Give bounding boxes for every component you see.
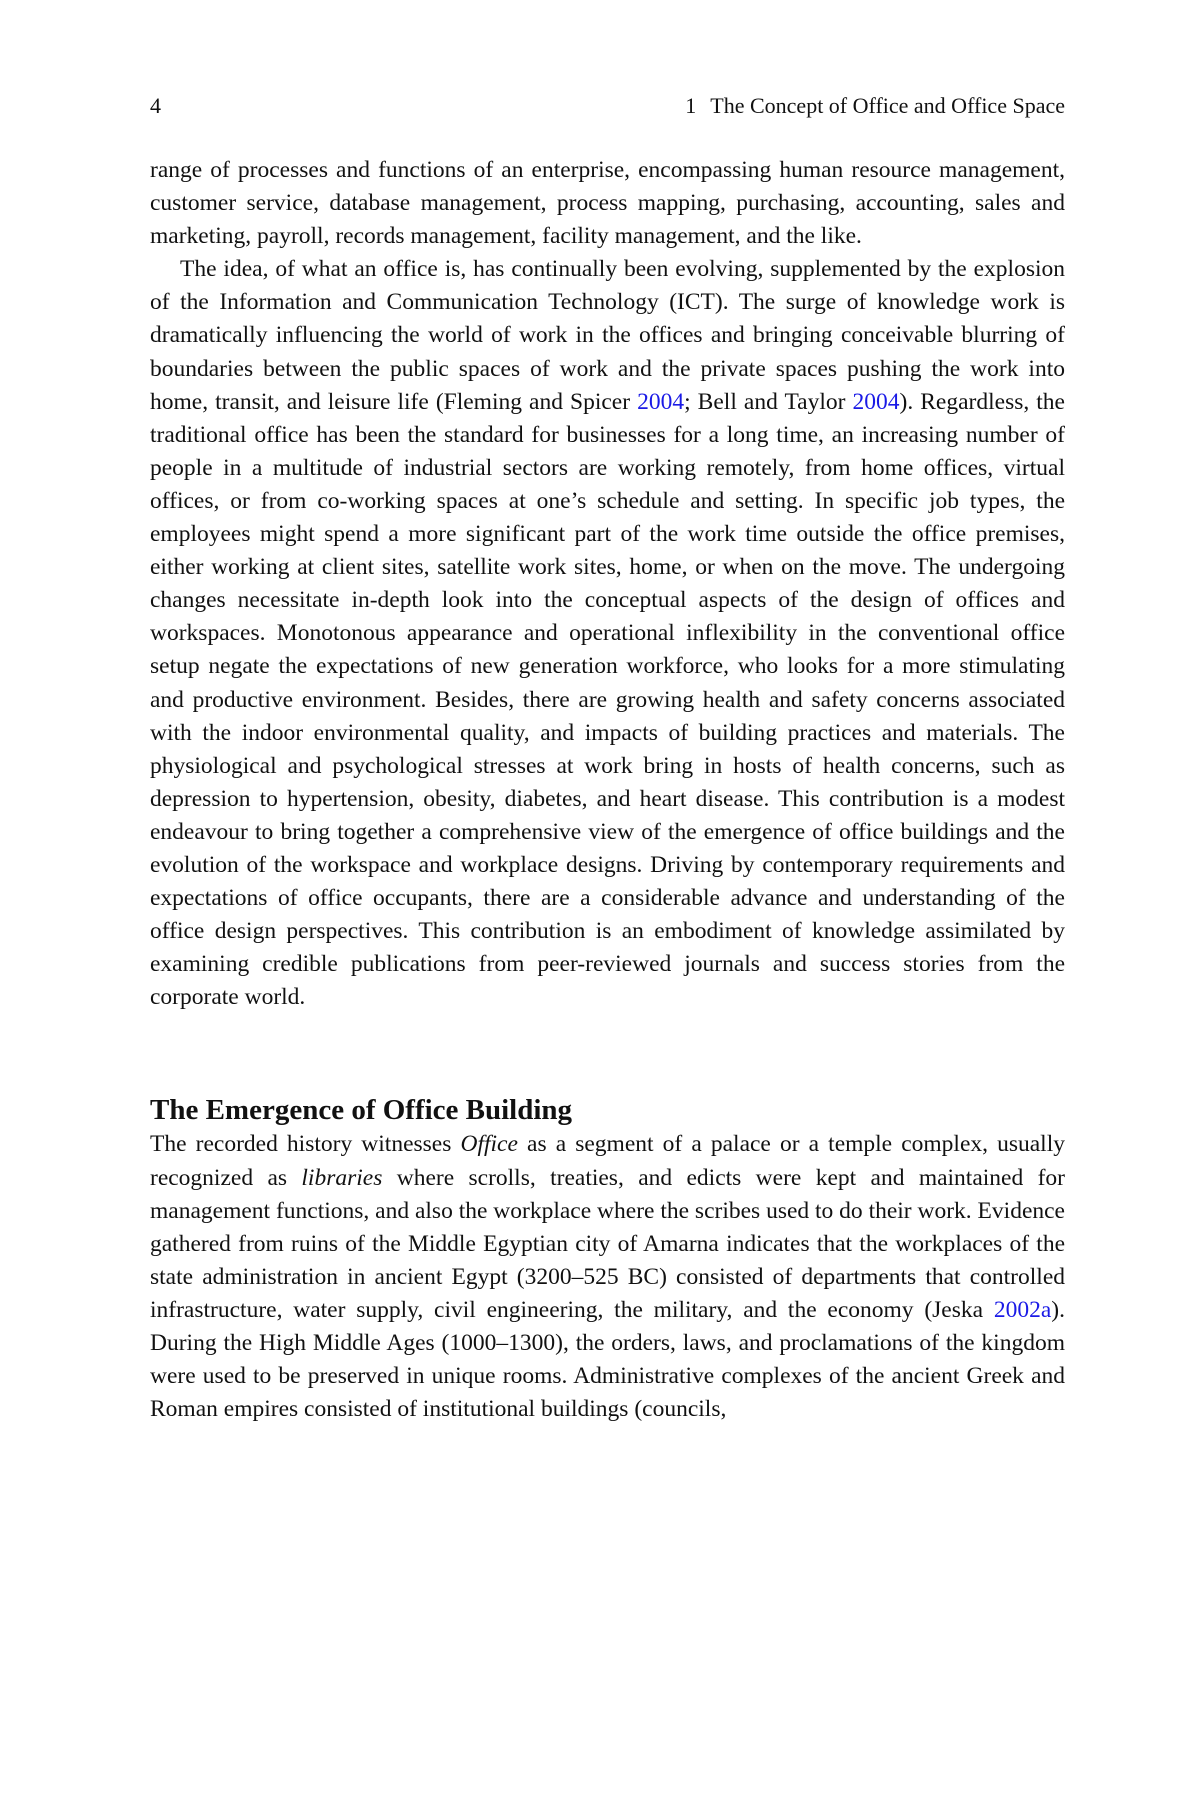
paragraph-continuation: range of processes and functions of an enterprise, encompassing human resource management, customer service, database management, process mapping, purchasing, accounting, sales and marketing, payroll, records management, facility management, and the like.	[150, 157, 1065, 250]
section-heading: The Emergence of Office Building	[150, 1094, 573, 1127]
paragraph-text: ). During the High Middle Ages (1000–1300), the orders, laws, and proclamations of the kingdom were used to be preserved in unique rooms. Administrative complexes of the ancient Greek and Roman empires consisted of institutional buildings (councils,	[150, 1296, 1065, 1423]
page-number: 4	[150, 93, 161, 118]
citation-link-fleming-spicer[interactable]: 2004	[637, 388, 685, 415]
citation-link-jeska[interactable]: 2002a	[993, 1296, 1052, 1323]
chapter-number: 1	[685, 93, 697, 118]
emphasis-libraries: libraries	[301, 1164, 383, 1191]
running-header	[150, 92, 1065, 120]
citation-link-bell-taylor[interactable]: 2004	[852, 388, 900, 415]
body-text	[150, 154, 1065, 1426]
paragraph-text: ). Regardless, the traditional office has been the standard for businesses for a long time, an increasing number of people in a multitude of industrial sectors are working remotely, from home offices, virtual offices, or from co-working spaces at one’s schedule and setting. In specific job types, the employees might spend a more significant part of the work time outside the office premises, either working at client sites, satellite work sites, home, or when on the move. The undergoing changes necessitate in-depth look into the conceptual aspects of the design of offices and workspaces. Monotonous appearance and operational inflexibility in the conventional office setup negate the expectations of new generation workforce, who looks for a more stimulating and productive environment. Besides, there are growing health and safety concerns associated with the indoor environmental quality, and impacts of building practices and materials. The physiological and psychological stresses at work bring in hosts of health concerns, such as depression to hypertension, obesity, diabetes, and heart disease. This contribution is a modest endeavour to bring together a comprehensive view of the emergence of office buildings and the evolution of the workspace and workplace designs. Driving by contemporary requirements and expectations of office occupants, there are a considerable advance and understanding of the office design perspectives. This contribution is an embodiment of knowledge assimilated by examining credible publications from peer-reviewed journals and success stories from the corporate world.	[150, 388, 1065, 1011]
paragraph-text: where scrolls, treaties, and edicts were kept and maintained for management functions, and also the workplace where the scribes used to do their work. Evidence gathered from ruins of the Middle Egyptian city of Amarna indicates that the workplaces of the state administration in ancient Egypt (3200–525 BC) consisted of departments that controlled infrastructure, water supply, civil engineering, the military, and the economy (Jeska	[150, 1164, 1065, 1323]
book-page	[150, 92, 1065, 1426]
chapter-running-title	[685, 92, 1065, 120]
paragraph-text: The idea, of what an office is, has continually been evolving, supplemented by the explosion of the Information and Communication Technology (ICT). The surge of knowledge work is dramatically influencing the world of work in the offices and bringing conceivable blurring of boundaries between the public spaces of work and the private spaces pushing the work into home, transit, and leisure life (Fleming and Spicer	[150, 256, 1065, 415]
emphasis-office: Office	[460, 1131, 518, 1158]
paragraph-text: The recorded history witnesses	[150, 1131, 461, 1158]
paragraph-text: as a segment of a palace or a temple complex, usually recognized as	[150, 1131, 1065, 1191]
paragraph-office-history	[150, 1128, 1065, 1426]
paragraph-office-evolution	[150, 253, 1065, 1014]
paragraph-text: ; Bell and Taylor	[684, 388, 853, 415]
chapter-title: The Concept of Office and Office Space	[710, 93, 1065, 118]
